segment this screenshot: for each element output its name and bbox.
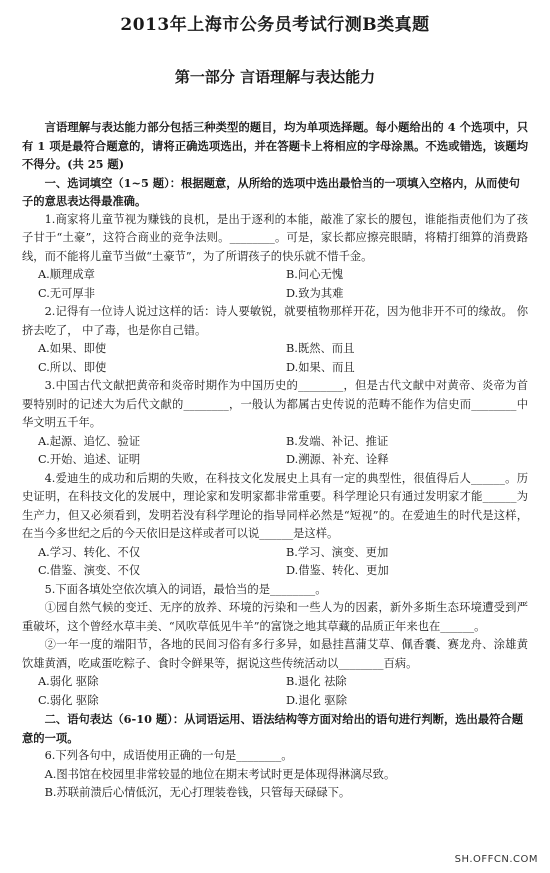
- option: A.顺理成章: [38, 268, 95, 281]
- question-2-options: [22, 340, 528, 377]
- question-4: 4.爱迪生的成功和后期的失败，在科技文化发展史上具有一定的典型性，很值得后人______。历史证明，在科技文化的发展中，理论家和发明家都非常重要。科学理论只有通过发明家才能______为生产力，但又必须看到，发明若没有科学理论的指导同样必然是“短视”的。在爱迪生的时代是这样，在当今多世纪之后的今天依旧是这样或者可以说______是这样。: [22, 471, 528, 540]
- option: C.借鉴、演变、不仅: [38, 564, 141, 577]
- option: B.既然、而且: [286, 342, 355, 355]
- document-body: [22, 118, 528, 803]
- option: D.如果、而且: [286, 360, 355, 374]
- question-3: 3.中国古代文献把黄帝和炎帝时期作为中国历史的________，但是古代文献中对黄帝、炎帝为首要特别时的记述大为后代文献的________，一般认为都属古史传说的范畴不能作为信史而________中华文明五千年。: [22, 379, 528, 429]
- question-5-options: [22, 673, 528, 710]
- site-watermark: SH.OFFCN.COM: [454, 854, 538, 865]
- option: B.学习、演变、更加: [286, 545, 389, 559]
- option: C.所以、即使: [38, 360, 107, 374]
- option: A.如果、即使: [38, 342, 107, 355]
- section-two-heading: 二、语句表达（6-10 题）：从词语运用、语法结构等方面对给出的语句进行判断，选出最符合题意的一项。: [22, 712, 524, 745]
- option: B.发端、补记、推证: [286, 434, 389, 448]
- option: C.开始、追述、证明: [38, 453, 141, 466]
- option: D.借鉴、转化、更加: [286, 564, 389, 577]
- intro-paragraph: 言语理解与表达能力部分包括三种类型的题目，均为单项选择题。每小题给出的 4 个选项中，只有 1 项是最符合题意的，请将正确选项选出，并在答题卡上将相应的字母涂黑。不选或错选，该题均不得分。(共 25 题): [22, 120, 528, 171]
- question-6: 6.下列各句中，成语使用正确的一句是________。: [44, 749, 293, 762]
- question-5: 5.下面各填处空依次填入的词语，最恰当的是________。: [44, 582, 327, 596]
- question-3-options: [22, 433, 528, 470]
- section-one-heading: 一、选词填空（1~5 题）：根据题意，从所给的选项中选出最恰当的一项填入空格内，从而使句子的意思表达得最准确。: [22, 175, 520, 208]
- option: A.学习、转化、不仅: [38, 545, 141, 559]
- question-4-options: [22, 544, 528, 581]
- option: B.退化 祛除: [286, 675, 347, 688]
- option: D.退化 驱除: [286, 693, 348, 707]
- question-5-part-1: ①园自然气候的变迁、无序的放养、环境的污染和一些人为的因素，新外多斯生态环境遭受到严重破坏，这个曾经水草丰美、“风吹草低见牛羊”的富饶之地其草藏的品质正年来也在______。: [22, 601, 528, 633]
- question-2: 2.记得有一位诗人说过这样的话：诗人要敏锐，就要植物那样开花，因为他非开不可的缘故。 你挤去吃了， 中了毒，也是你自己错。: [22, 305, 528, 337]
- part-title: 第一部分 言语理解与表达能力: [174, 68, 376, 86]
- option: D.致为其难: [286, 286, 344, 300]
- question-5-part-2: ②一年一度的端阳节，各地的民间习俗有多行多异，如悬挂菖蒲艾草、佩香囊、赛龙舟、涂雄黄饮雄黄酒，吃咸蛋吃粽子、食时令鲜果等，据说这些传统活动以________百病。: [22, 638, 528, 670]
- question-6-option-a: A.图书馆在校园里非常较显的地位在期末考试时更是体现得淋漓尽致。: [44, 767, 396, 781]
- option: C.弱化 驱除: [38, 693, 99, 707]
- question-6-option-b: B.苏联前溃后心情低沉，无心打理装卷钱，只管每天碌碌下。: [44, 786, 351, 799]
- document-title: 2013年上海市公务员考试行测B类真题: [120, 15, 430, 35]
- option: C.无可厚非: [38, 286, 96, 300]
- question-1: 1.商家将儿童节视为赚钱的良机，是出于逐利的本能，敲准了家长的腰包，谁能指责他们为了孩子甘于“土豪”，这符合商业的竞争法则。________。可是，家长都应擦亮眼睛，将精打细算的消费路线，而不能将儿童节当做“土豪节”，为了所谓孩子的快乐就不惜千金。: [22, 212, 528, 263]
- option: A.起源、追忆、验证: [38, 434, 141, 448]
- option: D.溯源、补充、诠释: [286, 453, 389, 466]
- option: A.弱化 驱除: [38, 675, 99, 688]
- question-1-options: [22, 266, 528, 303]
- option: B.问心无愧: [286, 268, 344, 281]
